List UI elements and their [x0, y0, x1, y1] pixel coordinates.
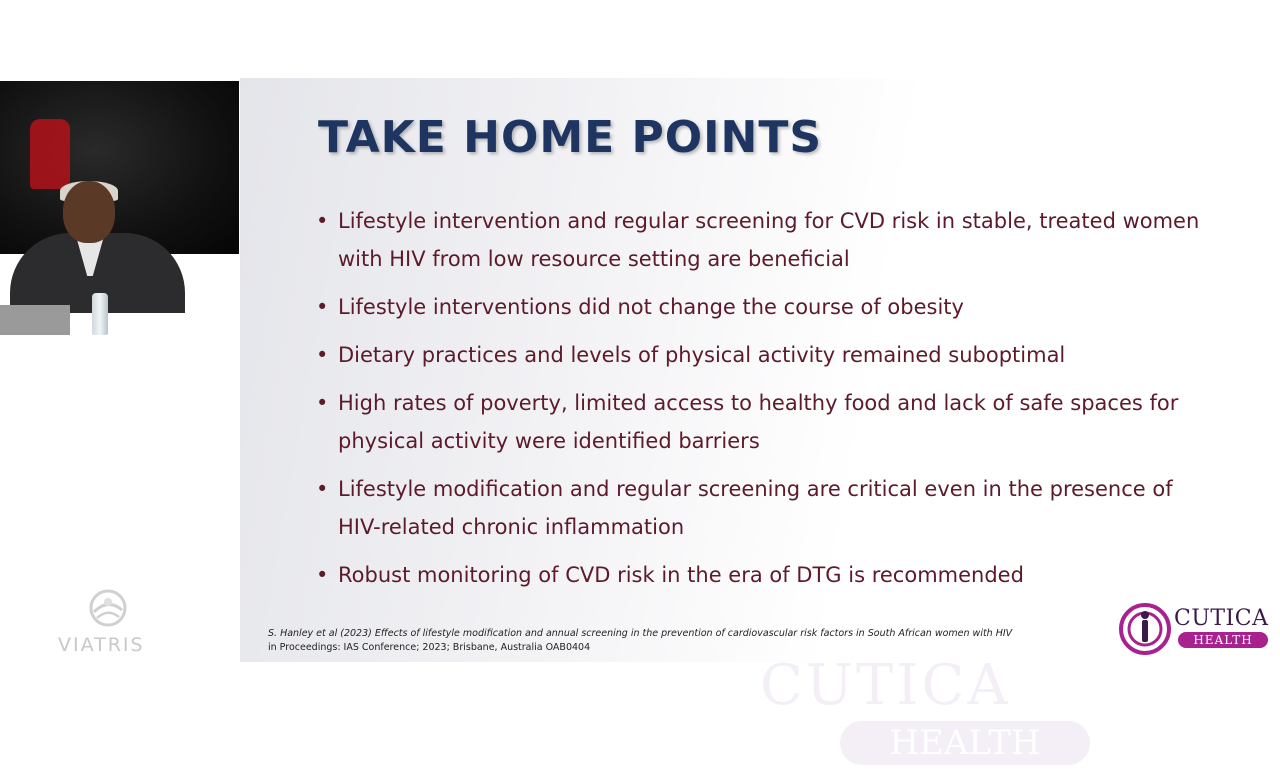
- cutica-name: CUTICA: [1174, 606, 1269, 631]
- cutica-tagline: HEALTH: [1178, 632, 1268, 648]
- cutica-health-logo: [1118, 602, 1270, 656]
- bullet-dot-icon: •: [316, 563, 329, 587]
- cutica-emblem-icon: [1118, 602, 1172, 656]
- watermark-tagline: HEALTH: [840, 721, 1090, 765]
- viatris-wordmark: VIATRIS: [58, 634, 145, 656]
- presentation-slide: [240, 78, 1280, 763]
- bullet-item: [316, 288, 1216, 326]
- reference-line-1: S. Hanley et al (2023) Effects of lifestyle modification and annual screening in the prevention of cardiovascular risk factors in South African women with HIV: [268, 628, 1013, 639]
- bullet-text: Lifestyle interventions did not change the course of obesity: [338, 295, 964, 319]
- water-bottle: [92, 293, 108, 335]
- speaker-chair: [30, 119, 70, 189]
- bullet-item: [316, 336, 1216, 374]
- cutica-watermark: [670, 653, 1110, 783]
- bullet-dot-icon: •: [316, 209, 329, 233]
- laptop: [0, 305, 70, 335]
- slide-reference: [268, 627, 1012, 655]
- viatris-logo: [58, 588, 168, 660]
- slide-title: TAKE HOME POINTS: [318, 112, 823, 163]
- bullet-dot-icon: •: [316, 477, 329, 501]
- bullet-dot-icon: •: [316, 343, 329, 367]
- speaker-video: [0, 81, 239, 254]
- bullet-text: Dietary practices and levels of physical activity remained suboptimal: [338, 343, 1066, 367]
- watermark-name: CUTICA: [760, 653, 1011, 718]
- bullet-text: Lifestyle intervention and regular screening for CVD risk in stable, treated women with HIV from low resource setting are beneficial: [338, 209, 1200, 271]
- bullet-text: Lifestyle modification and regular screening are critical even in the presence of HIV-related chronic inflammation: [338, 477, 1173, 539]
- bullet-dot-icon: •: [316, 391, 329, 415]
- speaker-head: [63, 181, 115, 243]
- bullet-dot-icon: •: [316, 295, 329, 319]
- bullet-item: [316, 202, 1216, 278]
- bullet-list: [316, 202, 1216, 604]
- bullet-item: [316, 556, 1216, 594]
- bullet-item: [316, 470, 1216, 546]
- viatris-globe-icon: [88, 588, 128, 628]
- bullet-text: High rates of poverty, limited access to healthy food and lack of safe spaces for physical activity were identified barriers: [338, 391, 1179, 453]
- bullet-text: Robust monitoring of CVD risk in the era of DTG is recommended: [338, 563, 1024, 587]
- reference-line-2: in Proceedings: IAS Conference; 2023; Brisbane, Australia OAB0404: [268, 642, 591, 653]
- bullet-item: [316, 384, 1216, 460]
